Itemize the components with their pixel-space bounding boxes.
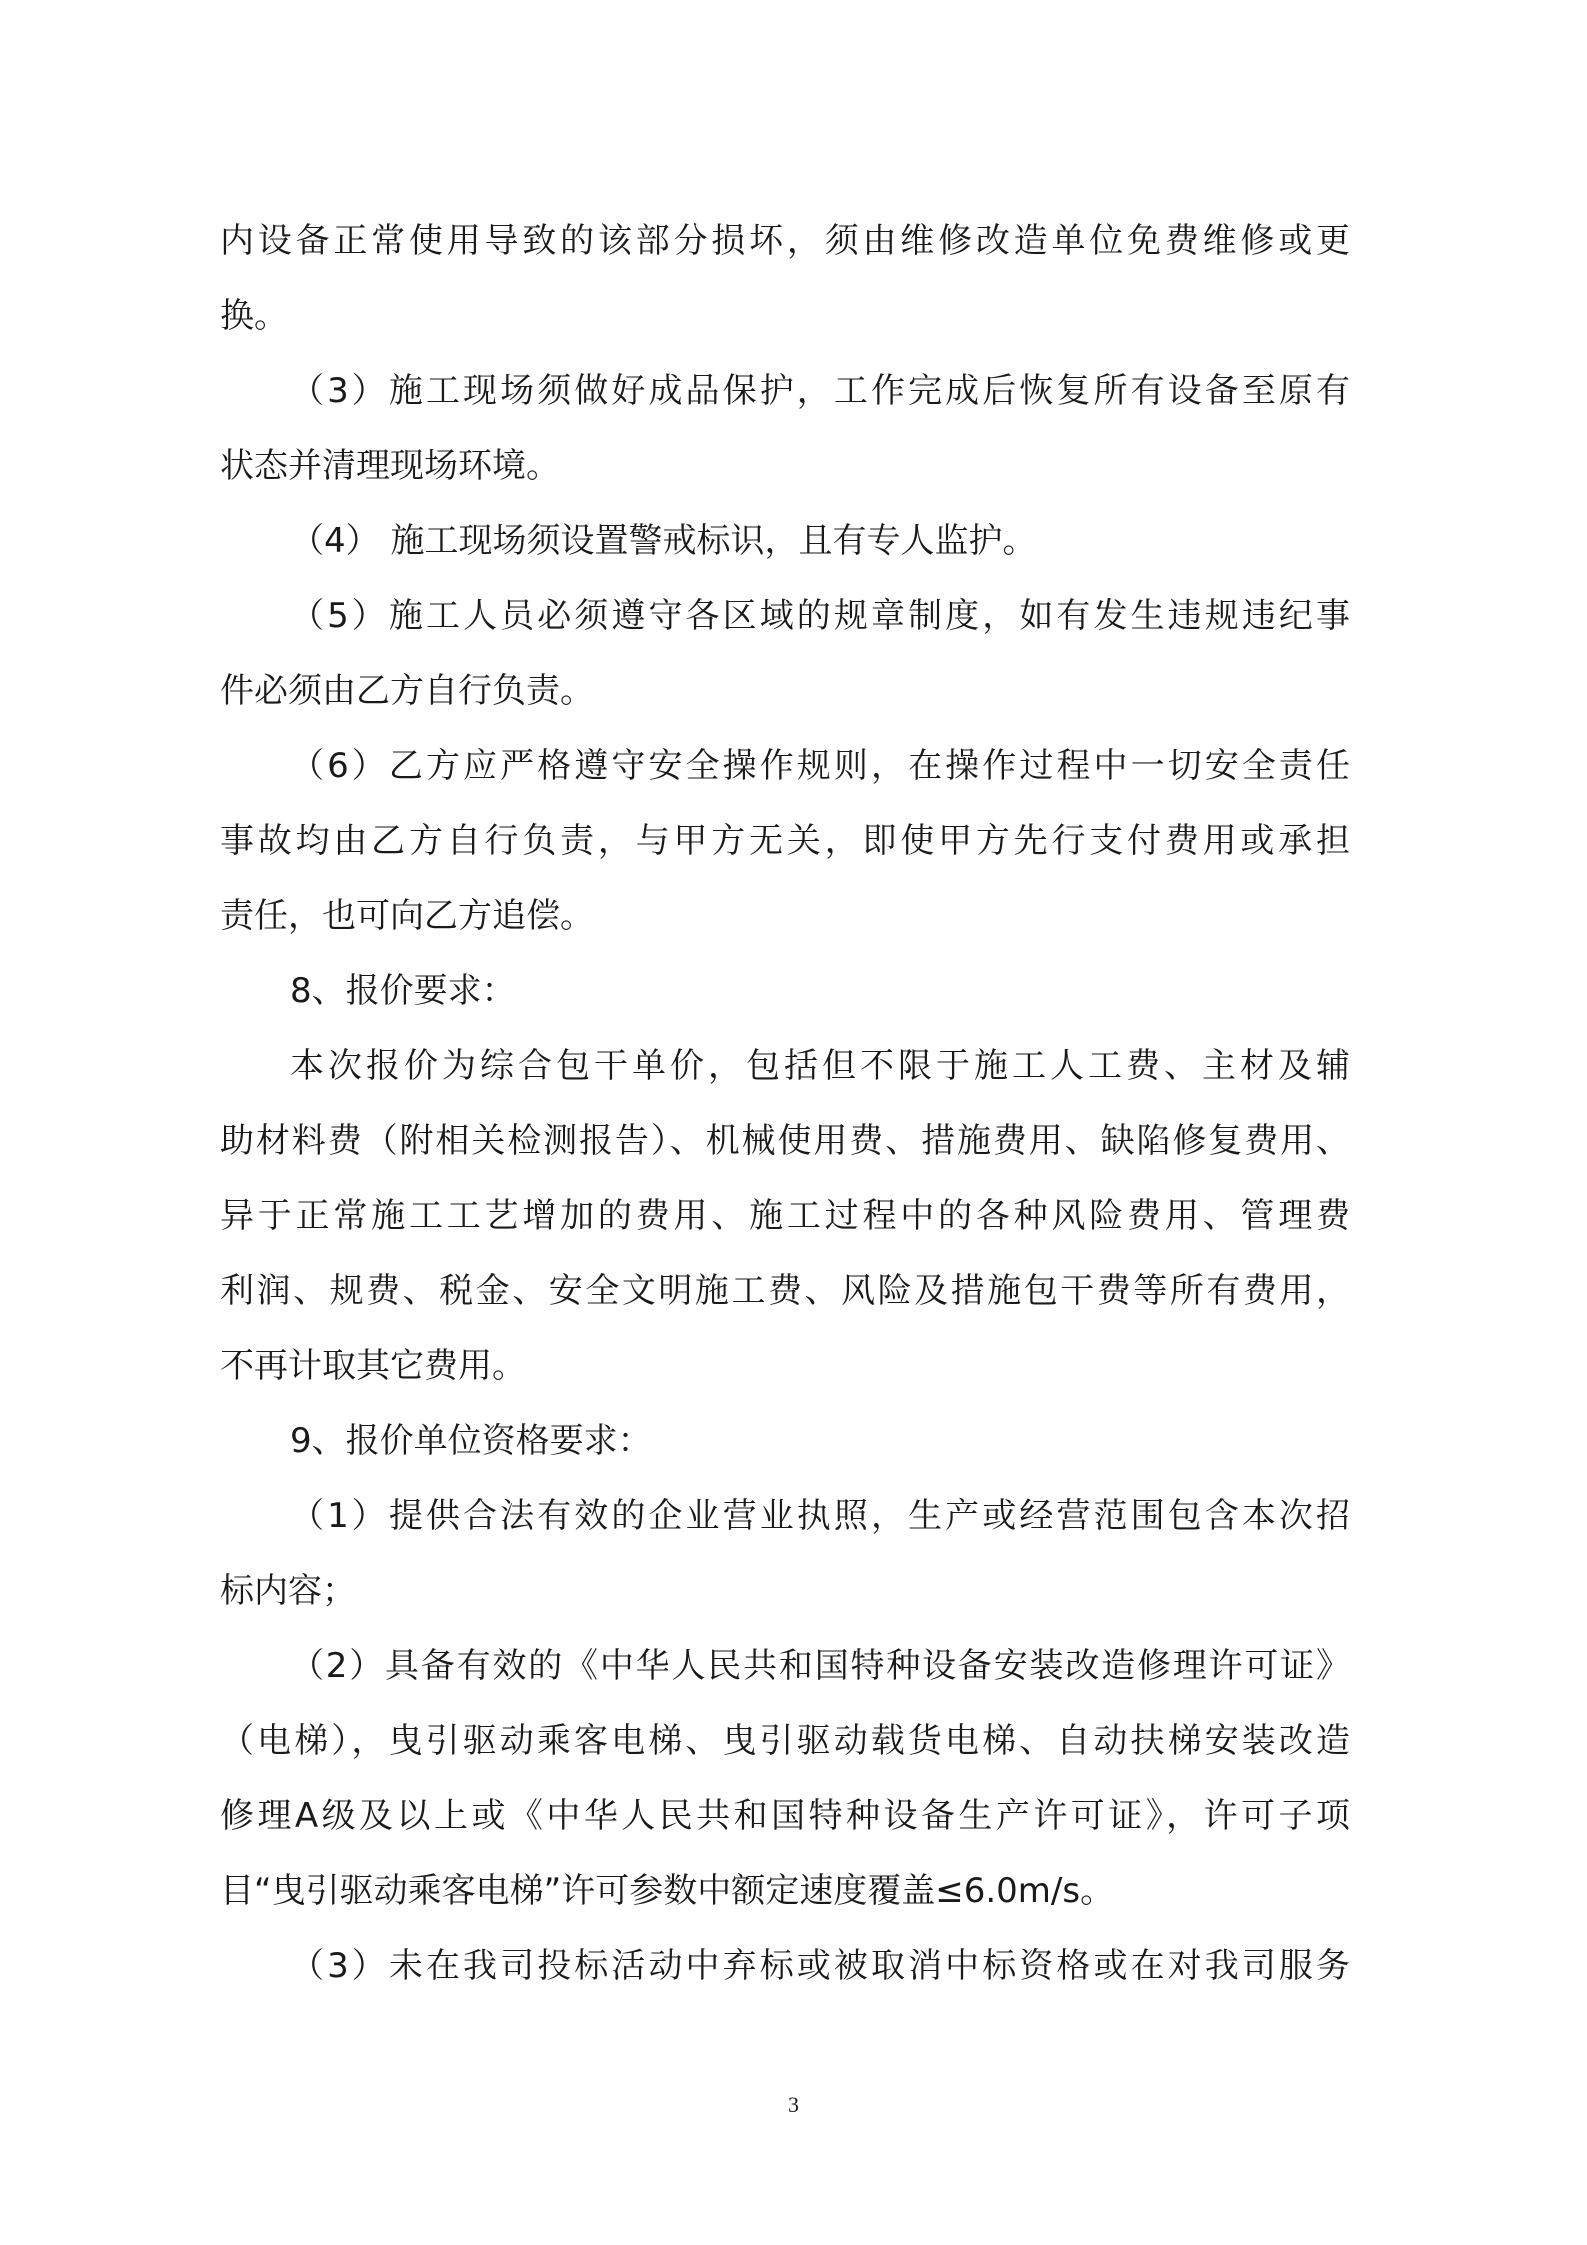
text-line: 状态并清理现场环境。 — [220, 446, 560, 486]
text-line: （3）未在我司投标活动中弃标或被取消中标资格或在对我司服务 — [290, 1946, 1350, 1986]
text-line: （1）提供合法有效的企业营业执照，生产或经营范围包含本次招 — [290, 1496, 1350, 1536]
text-line: （4） 施工现场须设置警戒标识，且有专人监护。 — [290, 521, 1037, 561]
text-line: （电梯），曳引驱动乘客电梯、曳引驱动载货电梯、自动扶梯安装改造 — [220, 1721, 1350, 1761]
section-heading: 8、报价要求： — [290, 971, 516, 1011]
text-line: 事故均由乙方自行负责，与甲方无关，即使甲方先行支付费用或承担 — [220, 821, 1350, 861]
text-line: （3）施工现场须做好成品保护，工作完成后恢复所有设备至原有 — [290, 371, 1350, 411]
page-number: 3 — [788, 2092, 799, 2117]
text-line: 修理A级及以上或《中华人民共和国特种设备生产许可证》，许可子项 — [220, 1796, 1350, 1836]
text-line: 本次报价为综合包干单价，包括但不限于施工人工费、主材及辅 — [290, 1046, 1350, 1086]
text-line: （2）具备有效的《中华人民共和国特种设备安装改造修理许可证》 — [290, 1646, 1350, 1686]
text-line: （5）施工人员必须遵守各区域的规章制度，如有发生违规违纪事 — [290, 596, 1350, 636]
text-line: 责任，也可向乙方追偿。 — [220, 896, 594, 936]
text-line: 不再计取其它费用。 — [220, 1346, 526, 1386]
text-line: 异于正常施工工艺增加的费用、施工过程中的各种风险费用、管理费 — [220, 1196, 1350, 1236]
section-heading: 9、报价单位资格要求： — [290, 1421, 652, 1461]
text-line: 利润、规费、税金、安全文明施工费、风险及措施包干费等所有费用， — [220, 1271, 1350, 1311]
text-line: 助材料费（附相关检测报告）、机械使用费、措施费用、缺陷修复费用、 — [220, 1121, 1350, 1161]
text-line: 换。 — [220, 296, 288, 336]
text-line: 目“曳引驱动乘客电梯”许可参数中额定速度覆盖≤6.0m/s。 — [220, 1871, 1115, 1911]
text-line: 内设备正常使用导致的该部分损坏，须由维修改造单位免费维修或更 — [220, 221, 1350, 261]
text-line: 标内容； — [220, 1571, 356, 1611]
text-line: （6）乙方应严格遵守安全操作规则，在操作过程中一切安全责任 — [290, 746, 1350, 786]
text-line: 件必须由乙方自行负责。 — [220, 671, 594, 711]
